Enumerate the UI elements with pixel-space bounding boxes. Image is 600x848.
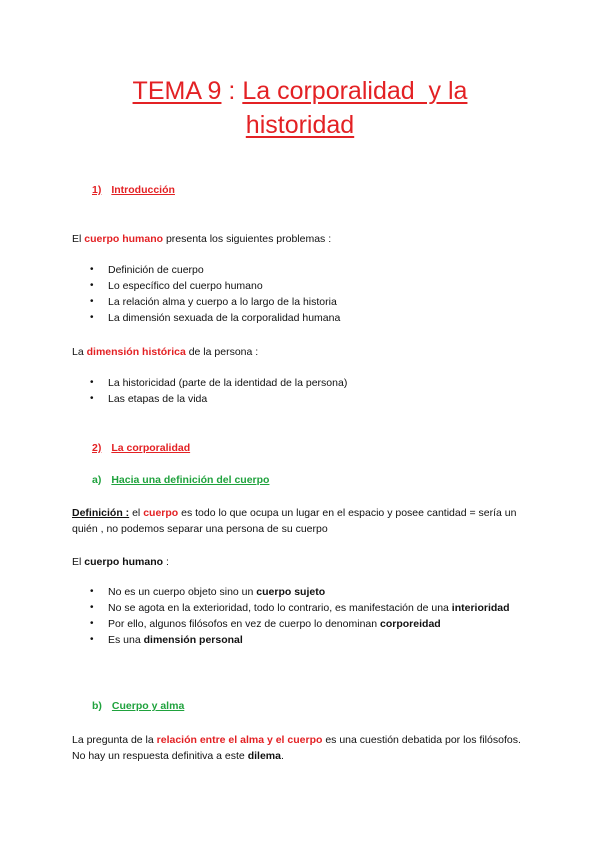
section-heading-corporalidad [92, 442, 190, 454]
page-title [60, 74, 540, 142]
title-line1: La corporalidad y la [242, 77, 468, 105]
bold-text: dilema [247, 750, 281, 762]
alma-paragraph [72, 732, 532, 764]
text: El [72, 233, 85, 245]
list-item: • Las etapas de la vida [90, 391, 530, 407]
subsection-letter: b) [92, 700, 102, 712]
subsection-heading-cuerpo-alma [92, 700, 184, 712]
text: La pregunta de la [72, 734, 157, 746]
section-label: Introducción [111, 184, 175, 196]
title-separator: : [221, 77, 243, 105]
text: El [72, 556, 85, 568]
list-item: • Por ello, algunos filósofos en vez de cuerpo lo denominan corporeidad [90, 616, 530, 632]
list-item: • Es una dimensión personal [90, 632, 530, 648]
problems-list [90, 262, 530, 326]
historic-list [90, 375, 530, 407]
subsection-label: Hacia una definición del cuerpo [111, 474, 270, 486]
text: es una cuestión debatida por los filósofos. No hay un respuesta definitiva a este [72, 734, 521, 762]
list-item: • No se agota en la exterioridad, todo lo contrario, es manifestación de una interioridad [90, 600, 530, 616]
list-item: • La relación alma y cuerpo a lo largo de la historia [90, 294, 530, 310]
title-line2: historidad [245, 111, 355, 139]
section-heading-introduccion [92, 184, 175, 196]
list-item: • Definición de cuerpo [90, 262, 530, 278]
text: el [129, 507, 144, 519]
subsection-heading-definicion [92, 474, 269, 486]
cuerpo-humano-list [90, 584, 530, 648]
highlight-text: relación entre el alma y el cuerpo [156, 734, 323, 746]
cuerpo-humano-paragraph [72, 554, 532, 570]
section-label: La corporalidad [111, 442, 191, 454]
section-number: 1) [92, 184, 102, 196]
text: . [280, 750, 284, 762]
intro-paragraph [72, 231, 532, 247]
text: La [72, 346, 87, 358]
subsection-label: Cuerpo y alma [111, 700, 185, 712]
text: presenta los siguientes problemas : [163, 233, 332, 245]
definition-label: Definición : [72, 507, 130, 519]
list-item: • Lo específico del cuerpo humano [90, 278, 530, 294]
historic-paragraph [72, 344, 532, 360]
text: : [163, 556, 169, 568]
highlight-text: cuerpo humano [84, 233, 164, 245]
subsection-letter: a) [92, 474, 102, 486]
highlight-text: cuerpo [143, 507, 179, 519]
bold-text: cuerpo humano [84, 556, 164, 568]
list-item: • La historicidad (parte de la identidad de la persona) [90, 375, 530, 391]
highlight-text: dimensión histórica [86, 346, 186, 358]
list-item: • La dimensión sexuada de la corporalidad humana [90, 310, 530, 326]
text: es todo lo que ocupa un lugar en el espacio y posee cantidad = sería un quién , no podemos separar una persona de su cuerpo [72, 507, 517, 535]
section-number: 2) [92, 442, 102, 454]
text: de la persona : [185, 346, 259, 358]
definition-paragraph [72, 505, 532, 537]
title-tema: TEMA 9 [132, 77, 222, 105]
list-item: • No es un cuerpo objeto sino un cuerpo sujeto [90, 584, 530, 600]
